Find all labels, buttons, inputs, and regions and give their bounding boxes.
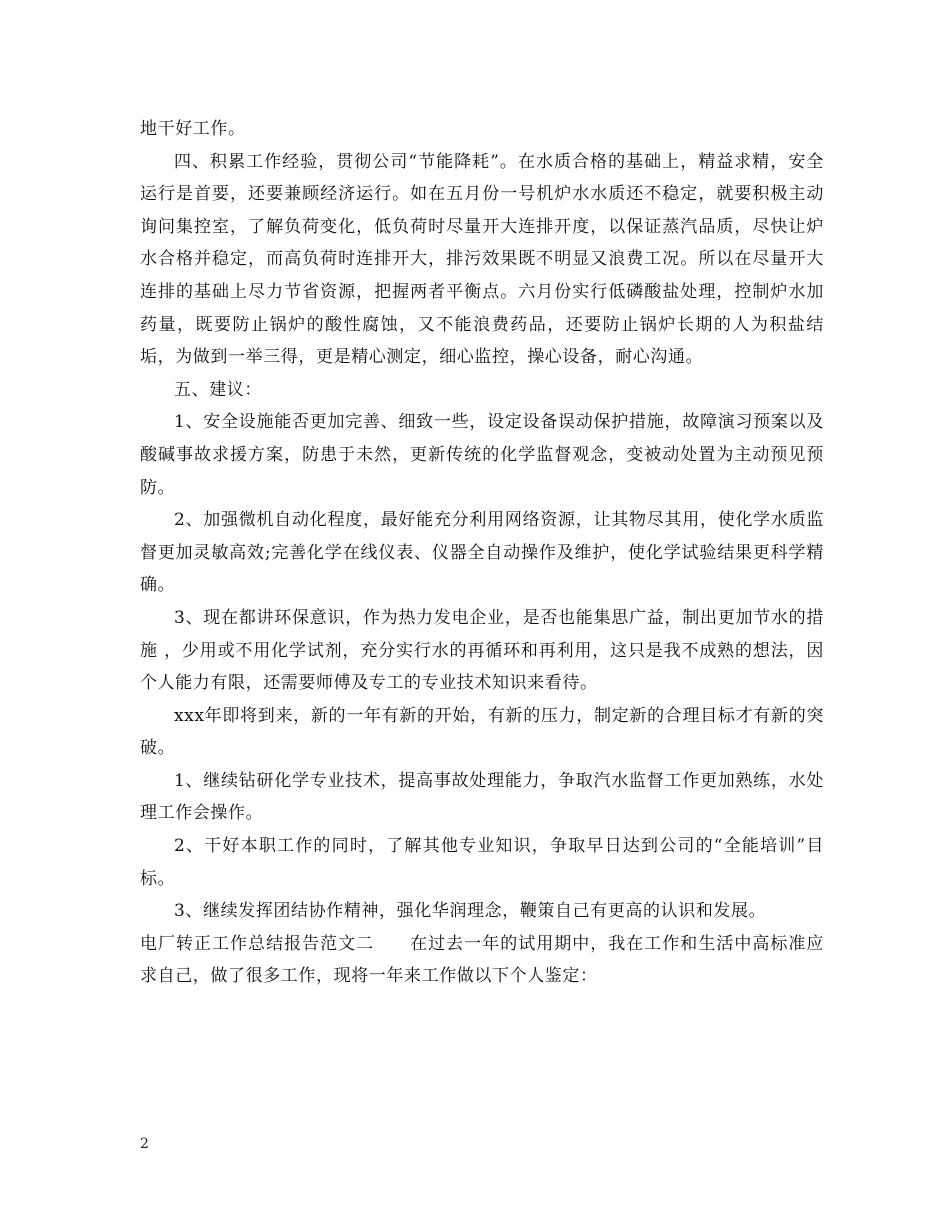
paragraph-suggestion-2: 2、加强微机自动化程度，最好能充分利用网络资源，让其物尽其用，使化学水质监督更加灵敏高效;完善化学在线仪表、仪器全自动操作及维护，使化学试验结果更科学精确。 [140, 510, 824, 596]
paragraph-new-year: xxx年即将到来，新的一年有新的开始，有新的压力，制定新的合理目标才有新的突破。 [140, 705, 824, 759]
page-number: 2 [140, 1136, 149, 1152]
paragraph-goal-3: 3、继续发挥团结协作精神，强化华润理念，鞭策自己有更高的认识和发展。 [174, 901, 767, 922]
paragraph-goal-2: 2、干好本职工作的同时，了解其他专业知识，争取早日达到公司的“全能培训”目标。 [140, 836, 824, 889]
paragraph-goal-1: 1、继续钻研化学专业技术，提高事故处理能力，争取汽水监督工作更加熟练，水处理工作会操作。 [140, 770, 824, 824]
paragraph-continuation: 地干好工作。 [140, 119, 246, 139]
paragraph-section-five-heading: 五、建议： [174, 379, 262, 400]
paragraph-section-four: 四、积累工作经验，贯彻公司“节能降耗”。在水质合格的基础上，精益求精，安全运行是首要，还要兼顾经济运行。如在五月份一号机炉水水质还不稳定，就要积极主动询问集控室，了解负荷变化，低负荷时尽量开大连排开度，以保证蒸汽品质，尽快让炉水合格并稳定，而高负荷时连排开大，排污效果既不明显又浪费工况。所以在尽量开大连排的基础上尽力节省资源，把握两者平衡点。六月份实行低磷酸盐处理，控制炉水加药量，既要防止锅炉的酸性腐蚀，又不能浪费药品，还要防止锅炉长期的人为积盐结垢，为做到一举三得，更是精心测定，细心监控，操心设备，耐心沟通。 [140, 151, 824, 368]
paragraph-suggestion-3: 3、现在都讲环保意识，作为热力发电企业，是否也能集思广益，制出更加节水的措施 ，少用或不用化学试剂，充分实行水的再循环和再利用，这只是我不成熟的想法，因个人能力有限，还需要师傅及专工的专业技术知识来看待。 [140, 607, 824, 694]
paragraph-suggestion-1: 1、安全设施能否更加完善、细致一些，设定设备误动保护措施，故障演习预案以及酸碱事故求援方案，防患于未然，更新传统的化学监督观念，变被动处置为主动预见预防。 [140, 412, 824, 498]
document-body [140, 113, 824, 993]
paragraph-report-two: 电厂转正工作总结报告范文二 在过去一年的试用期中，我在工作和生活中高标准应求自己，做了很多工作，现将一年来工作做以下个人鉴定： [140, 933, 824, 987]
